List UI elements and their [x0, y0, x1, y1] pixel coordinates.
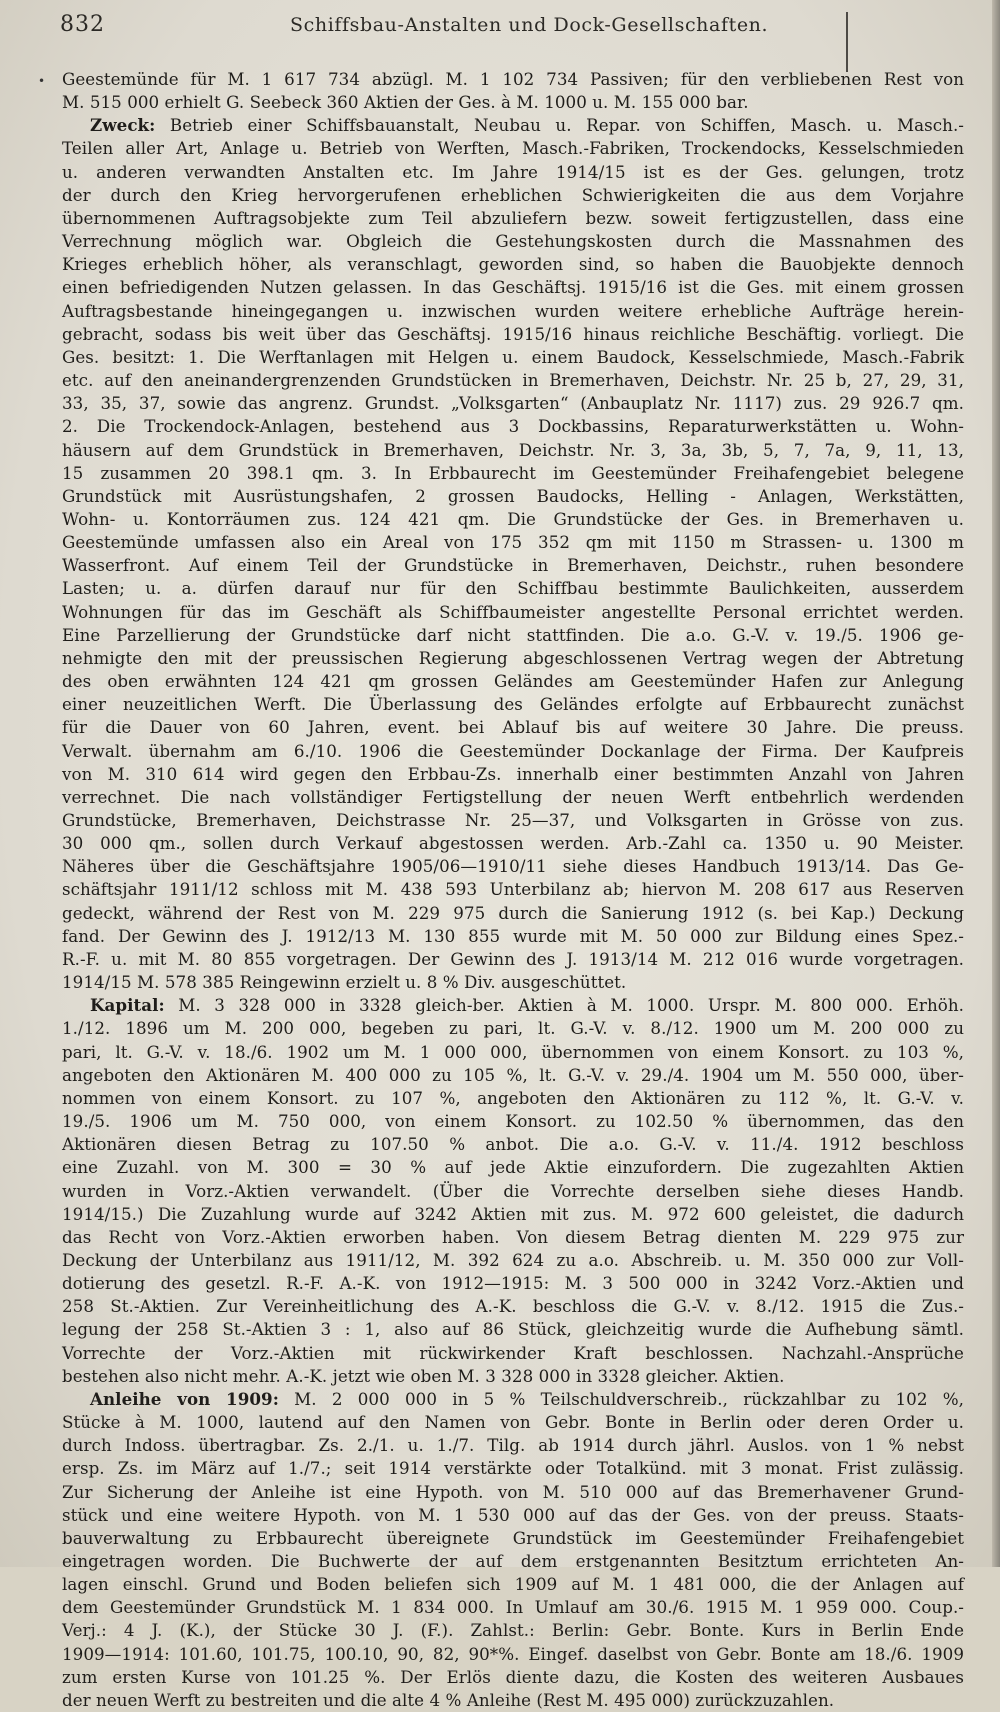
line-text: etc. auf den aneinandergrenzenden Grundstücken in Bremerhaven, Deichstr. Nr. 25 b, 27, 29, 31,	[62, 370, 964, 391]
line-text: angeboten den Aktionären M. 400 000 zu 105 %, lt. G.-V. v. 29./4. 1904 um M. 550 000, über-	[62, 1064, 964, 1085]
text-line	[62, 994, 964, 1017]
line-text: von M. 310 614 wird gegen den Erbbau-Zs. innerhalb einer bestimmten Anzahl von Jahren	[62, 763, 964, 784]
text-line	[62, 1064, 964, 1087]
text-line	[62, 68, 964, 91]
line-text: Verwalt. übernahm am 6./10. 1906 die Geestemünder Dockanlage der Firma. Der Kaufpreis	[62, 740, 964, 761]
line-text: häusern auf dem Grundstück in Bremerhaven, Deichstr. Nr. 3, 3a, 3b, 5, 7, 7a, 9, 11, 13,	[62, 439, 964, 460]
line-text: legung der 258 St.-Aktien 3 : 1, also auf 86 Stück, gleichzeitig wurde die Aufhebung sämtl.	[62, 1319, 964, 1340]
running-title: Schiffsbau-Anstalten und Dock-Gesellschaften.	[290, 14, 769, 36]
text-line	[62, 1457, 964, 1480]
line-text: Verrechnung möglich war. Obgleich die Gestehungskosten durch die Massnahmen des	[62, 231, 964, 252]
text-line	[62, 809, 964, 832]
text-line	[62, 114, 964, 137]
line-text: verrechnet. Die nach vollständiger Fertigstellung der neuen Werft entbehrlich werdenden	[62, 786, 964, 807]
text-line	[62, 439, 964, 462]
line-text: Krieges erheblich höher, als veranschlagt, geworden sind, so haben die Bauobjekte dennoch	[62, 254, 964, 275]
line-text: einer neuzeitlichen Werft. Die Überlassung des Geländes erfolgte auf Erbbaurecht zunächst	[62, 694, 964, 715]
text-line	[62, 1504, 964, 1527]
line-text: wurden in Vorz.-Aktien verwandelt. (Über die Vorrechte derselben siehe dieses Handb.	[62, 1180, 964, 1201]
paragraph-label: Zweck:	[90, 115, 156, 136]
line-text: 1./12. 1896 um M. 200 000, begeben zu pari, lt. G.-V. v. 8./12. 1900 um M. 200 000 zu	[62, 1018, 964, 1039]
line-text: nehmigte den mit der preussischen Regierung abgeschlossenen Vertrag wegen der Abtretung	[62, 647, 964, 668]
text-line	[62, 1388, 964, 1411]
text-line	[62, 1342, 964, 1365]
line-text: Grundstücke, Bremerhaven, Deichstrasse Nr. 25—37, und Volksgarten in Grösse von zus.	[62, 810, 964, 830]
text-line	[62, 300, 964, 323]
line-text: 19./5. 1906 um M. 750 000, von einem Konsort. zu 102.50 % übernommen, das den	[62, 1111, 964, 1132]
text-line	[62, 276, 964, 299]
text-line	[62, 1226, 964, 1249]
text-line	[62, 1017, 964, 1040]
text-line	[62, 647, 964, 670]
text-line	[62, 253, 964, 276]
line-text: Geestemünde für M. 1 617 734 abzügl. M. 1 102 734 Passiven; für den verbliebenen Rest von	[62, 69, 964, 89]
paragraph-label: Kapital:	[90, 995, 165, 1016]
text-line	[62, 577, 964, 600]
text-line	[62, 1295, 964, 1318]
line-text: gedeckt, während der Rest von M. 229 975 durch die Sanierung 1912 (s. bei Kap.) Deckung	[62, 902, 964, 923]
line-text: 2. Die Trockendock-Anlagen, bestehend aus 3 Dockbassins, Reparaturwerkstätten u. Wohn-	[62, 416, 964, 437]
line-text: das Recht von Vorz.-Aktien erworben haben. Von diesem Betrag dienten M. 229 975 zur	[62, 1226, 964, 1247]
page-number: 832	[60, 12, 105, 37]
text-line	[62, 1156, 964, 1179]
text-line	[62, 1133, 964, 1156]
line-text: übernommenen Auftragsobjekte zum Teil abzuliefern bezw. soweit fertigzustellen, dass eine	[62, 207, 964, 228]
text-line	[62, 670, 964, 693]
text-line	[62, 91, 964, 114]
text-line	[62, 1411, 964, 1434]
line-text: dem Geestemünder Grundstück M. 1 834 000. In Umlauf am 30./6. 1915 M. 1 959 000. Coup.-	[62, 1597, 964, 1618]
line-text: stück und eine weitere Hypoth. von M. 1 530 000 auf das der Ges. von der preuss. Staats-	[62, 1504, 964, 1525]
text-line	[62, 207, 964, 230]
line-text: Eine Parzellierung der Grundstücke darf nicht stattfinden. Die a.o. G.-V. v. 19./5. 1906 ge-	[62, 624, 964, 645]
line-text: zum ersten Kurse von 101.25 %. Der Erlös diente dazu, die Kosten des weiteren Ausbaues	[62, 1666, 964, 1687]
text-line	[62, 462, 964, 485]
line-text: bestehen also nicht mehr. A.-K. jetzt wie oben M. 3 328 000 in 3328 gleicher. Aktien.	[62, 1365, 785, 1386]
line-text: Ges. besitzt: 1. Die Werftanlagen mit Helgen u. einem Baudock, Kesselschmiede, Masch.-Fabrik	[62, 346, 964, 367]
text-line	[62, 161, 964, 184]
line-text: 15 zusammen 20 398.1 qm. 3. In Erbbaurecht im Geestemünder Freihafengebiet belegene	[62, 462, 964, 483]
line-text: einen befriedigenden Nutzen gelassen. In das Geschäftsj. 1915/16 ist die Ges. mit einem grossen	[62, 277, 964, 298]
text-line	[62, 1249, 964, 1272]
text-line	[62, 508, 964, 531]
text-line	[62, 1110, 964, 1133]
text-line	[62, 1318, 964, 1341]
header-vertical-rule	[846, 12, 848, 72]
text-line	[62, 855, 964, 878]
line-text: durch Indoss. übertragbar. Zs. 2./1. u. 1./7. Tilg. ab 1914 durch jährl. Auslos. von 1 % nebst	[62, 1435, 964, 1456]
line-text: Wohn- u. Kontorräumen zus. 124 421 qm. Die Grundstücke der Ges. in Bremerhaven u.	[62, 508, 964, 529]
text-line	[62, 1643, 964, 1666]
paragraph-kapital	[62, 994, 964, 1388]
line-text: Verj.: 4 J. (K.), der Stücke 30 J. (F.). Zahlst.: Berlin: Gebr. Bonte. Kurs in Berlin Ende	[62, 1620, 964, 1641]
text-line	[62, 1434, 964, 1457]
line-text: Lasten; u. a. dürfen darauf nur für den Schiffbau bestimmte Baulichkeiten, ausserdem	[62, 578, 964, 599]
line-text: bauverwaltung zu Erbbaurecht übereignete Grundstück im Geestemünder Freihafengebiet	[62, 1527, 964, 1548]
line-text: Auftragsbestande hineingegangen u. inzwischen wurden weitere erhebliche Aufträge herein-	[62, 300, 964, 321]
text-line	[62, 1041, 964, 1064]
line-text: für die Dauer von 60 Jahren, event. bei Ablauf bis auf weitere 30 Jahre. Die preuss.	[62, 717, 964, 738]
text-line	[62, 1596, 964, 1619]
line-text: Wasserfront. Auf einem Teil der Grundstücke in Bremerhaven, Deichstr., ruhen besondere	[62, 555, 964, 576]
line-text: R.-F. u. mit M. 80 855 vorgetragen. Der Gewinn des J. 1913/14 M. 212 016 wurde vorgetragen.	[62, 948, 964, 969]
line-text: Teilen aller Art, Anlage u. Betrieb von Werften, Masch.-Fabriken, Trockendocks, Kesselschmieden	[62, 138, 964, 159]
line-text: u. anderen verwandten Anstalten etc. Im Jahre 1914/15 ist es der Ges. gelungen, trotz	[62, 161, 964, 182]
line-text: des oben erwähnten 124 421 qm grossen Geländes am Geestemünder Hafen zur Anlegung	[62, 671, 964, 692]
line-text: dotierung des gesetzl. R.-F. A.-K. von 1912—1915: M. 3 500 000 in 3242 Vorz.-Aktien und	[62, 1273, 964, 1294]
line-text: 1909—1914: 101.60, 101.75, 100.10, 90, 82, 90*%. Eingef. daselbst von Gebr. Bonte am 18./6. 1909	[62, 1643, 964, 1664]
line-text: Grundstück mit Ausrüstungshafen, 2 grossen Baudocks, Helling - Anlagen, Werkstätten,	[62, 485, 964, 506]
text-line	[62, 1481, 964, 1504]
text-line	[62, 971, 964, 994]
text-line	[62, 1272, 964, 1295]
line-text: nommen von einem Konsort. zu 107 %, angeboten den Aktionären zu 112 %, lt. G.-V. v.	[62, 1087, 964, 1108]
line-text: Betrieb einer Schiffsbauanstalt, Neubau u. Repar. von Schiffen, Masch. u. Masch.-	[155, 115, 964, 136]
text-line	[62, 184, 964, 207]
line-text: ersp. Zs. im März auf 1./7.; seit 1914 verstärkte oder Totalkünd. mit 3 monat. Frist zulässig.	[62, 1458, 964, 1479]
paragraph-label: Anleihe von 1909:	[90, 1388, 279, 1409]
line-text: 33, 35, 37, sowie das angrenz. Grundst. „Volksgarten“ (Anbauplatz Nr. 1117) zus. 29 926.7 qm.	[62, 393, 964, 414]
line-text: lagen einschl. Grund und Boden beliefen sich 1909 auf M. 1 481 000, die der Anlagen auf	[62, 1574, 964, 1595]
line-text: M. 3 328 000 in 3328 gleich-ber. Aktien à M. 1000. Urspr. M. 800 000. Erhöh.	[164, 995, 964, 1016]
page-header	[60, 12, 970, 46]
text-line	[62, 624, 964, 647]
text-line	[62, 925, 964, 948]
paragraph-anleihe	[62, 1388, 964, 1712]
text-line	[62, 1203, 964, 1226]
margin-dot: •	[38, 74, 46, 88]
line-text: Aktionären diesen Betrag zu 107.50 % anbot. Die a.o. G.-V. v. 11./4. 1912 beschloss	[62, 1134, 964, 1155]
line-text: pari, lt. G.-V. v. 18./6. 1902 um M. 1 000 000, übernommen von einem Konsort. zu 103 %,	[62, 1041, 964, 1062]
line-text: 1914/15.) Die Zuzahlung wurde auf 3242 Aktien mit zus. M. 972 600 geleistet, die dadurch	[62, 1203, 964, 1224]
text-line	[62, 230, 964, 253]
text-line	[62, 1087, 964, 1110]
line-text: Wohnungen für das im Geschäft als Schiffbaumeister angestellte Personal errichtet werden.	[62, 601, 964, 622]
text-line	[62, 1619, 964, 1642]
text-line	[62, 693, 964, 716]
text-line	[62, 1689, 964, 1712]
text-line	[62, 1573, 964, 1596]
line-text: Näheres über die Geschäftsjahre 1905/06—1910/11 siehe dieses Handbuch 1913/14. Das Ge-	[62, 856, 964, 877]
text-line	[62, 1550, 964, 1573]
text-line	[62, 346, 964, 369]
line-text: Deckung der Unterbilanz aus 1911/12, M. 392 624 zu a.o. Abschreib. u. M. 350 000 zur Voll-	[62, 1249, 964, 1270]
line-text: schäftsjahr 1911/12 schloss mit M. 438 593 Unterbilanz ab; hiervon M. 208 617 aus Reserven	[62, 879, 964, 900]
line-text: 30 000 qm., sollen durch Verkauf abgestossen werden. Arb.-Zahl ca. 1350 u. 90 Meister.	[62, 833, 964, 854]
line-text: M. 2 000 000 in 5 % Teilschuldverschreib., rückzahlbar zu 102 %,	[278, 1388, 964, 1409]
line-text: der durch den Krieg hervorgerufenen erheblichen Schwierigkeiten die aus dem Vorjahre	[62, 184, 964, 205]
line-text: 1914/15 M. 578 385 Reingewinn erzielt u. 8 % Div. ausgeschüttet.	[62, 972, 627, 993]
page-edge-shadow	[992, 0, 1000, 1567]
paragraph-zweck	[62, 114, 964, 994]
line-text: der neuen Werft zu bestreiten und die alte 4 % Anleihe (Rest M. 495 000) zurückzuzahlen.	[62, 1689, 835, 1710]
text-line	[62, 832, 964, 855]
text-line	[62, 1180, 964, 1203]
line-text: eine Zuzahl. von M. 300 = 30 % auf jede Aktie einzufordern. Die zugezahlten Aktien	[62, 1157, 964, 1178]
text-line	[62, 415, 964, 438]
text-line	[62, 1365, 964, 1388]
text-line	[62, 531, 964, 554]
line-text: M. 515 000 erhielt G. Seebeck 360 Aktien der Ges. à M. 1000 u. M. 155 000 bar.	[62, 92, 749, 113]
line-text: Stücke à M. 1000, lautend auf den Namen von Gebr. Bonte in Berlin oder deren Order u.	[62, 1412, 964, 1433]
body-text	[62, 68, 964, 1712]
text-line	[62, 878, 964, 901]
text-line	[62, 902, 964, 925]
line-text: Geestemünde umfassen also ein Areal von 175 352 qm mit 1150 m Strassen- u. 1300 m	[62, 532, 964, 553]
paragraph-intro	[62, 68, 964, 114]
text-line	[62, 948, 964, 971]
text-line	[62, 554, 964, 577]
line-text: Zur Sicherung der Anleihe ist eine Hypoth. von M. 510 000 auf das Bremerhavener Grund-	[62, 1481, 964, 1502]
text-line	[62, 1527, 964, 1550]
line-text: gebracht, sodass bis weit über das Geschäftsj. 1915/16 hinaus reichliche Beschäftig. vorliegt. Die	[62, 323, 964, 344]
text-line	[62, 392, 964, 415]
line-text: fand. Der Gewinn des J. 1912/13 M. 130 855 wurde mit M. 50 000 zur Bildung eines Spez.-	[62, 925, 964, 946]
text-line	[62, 369, 964, 392]
text-line	[62, 786, 964, 809]
line-text: Vorrechte der Vorz.-Aktien mit rückwirkender Kraft beschlossen. Nachzahl.-Ansprüche	[62, 1342, 964, 1363]
text-line	[62, 485, 964, 508]
text-line	[62, 1666, 964, 1689]
line-text: eingetragen worden. Die Buchwerte der auf dem erstgenannten Besitztum errichteten An-	[62, 1551, 964, 1571]
line-text: 258 St.-Aktien. Zur Vereinheitlichung des A.-K. beschloss die G.-V. v. 8./12. 1915 die Zus.-	[62, 1296, 964, 1317]
text-line	[62, 323, 964, 346]
text-line	[62, 716, 964, 739]
text-line	[62, 763, 964, 786]
text-line	[62, 137, 964, 160]
text-line	[62, 740, 964, 763]
text-line	[62, 601, 964, 624]
